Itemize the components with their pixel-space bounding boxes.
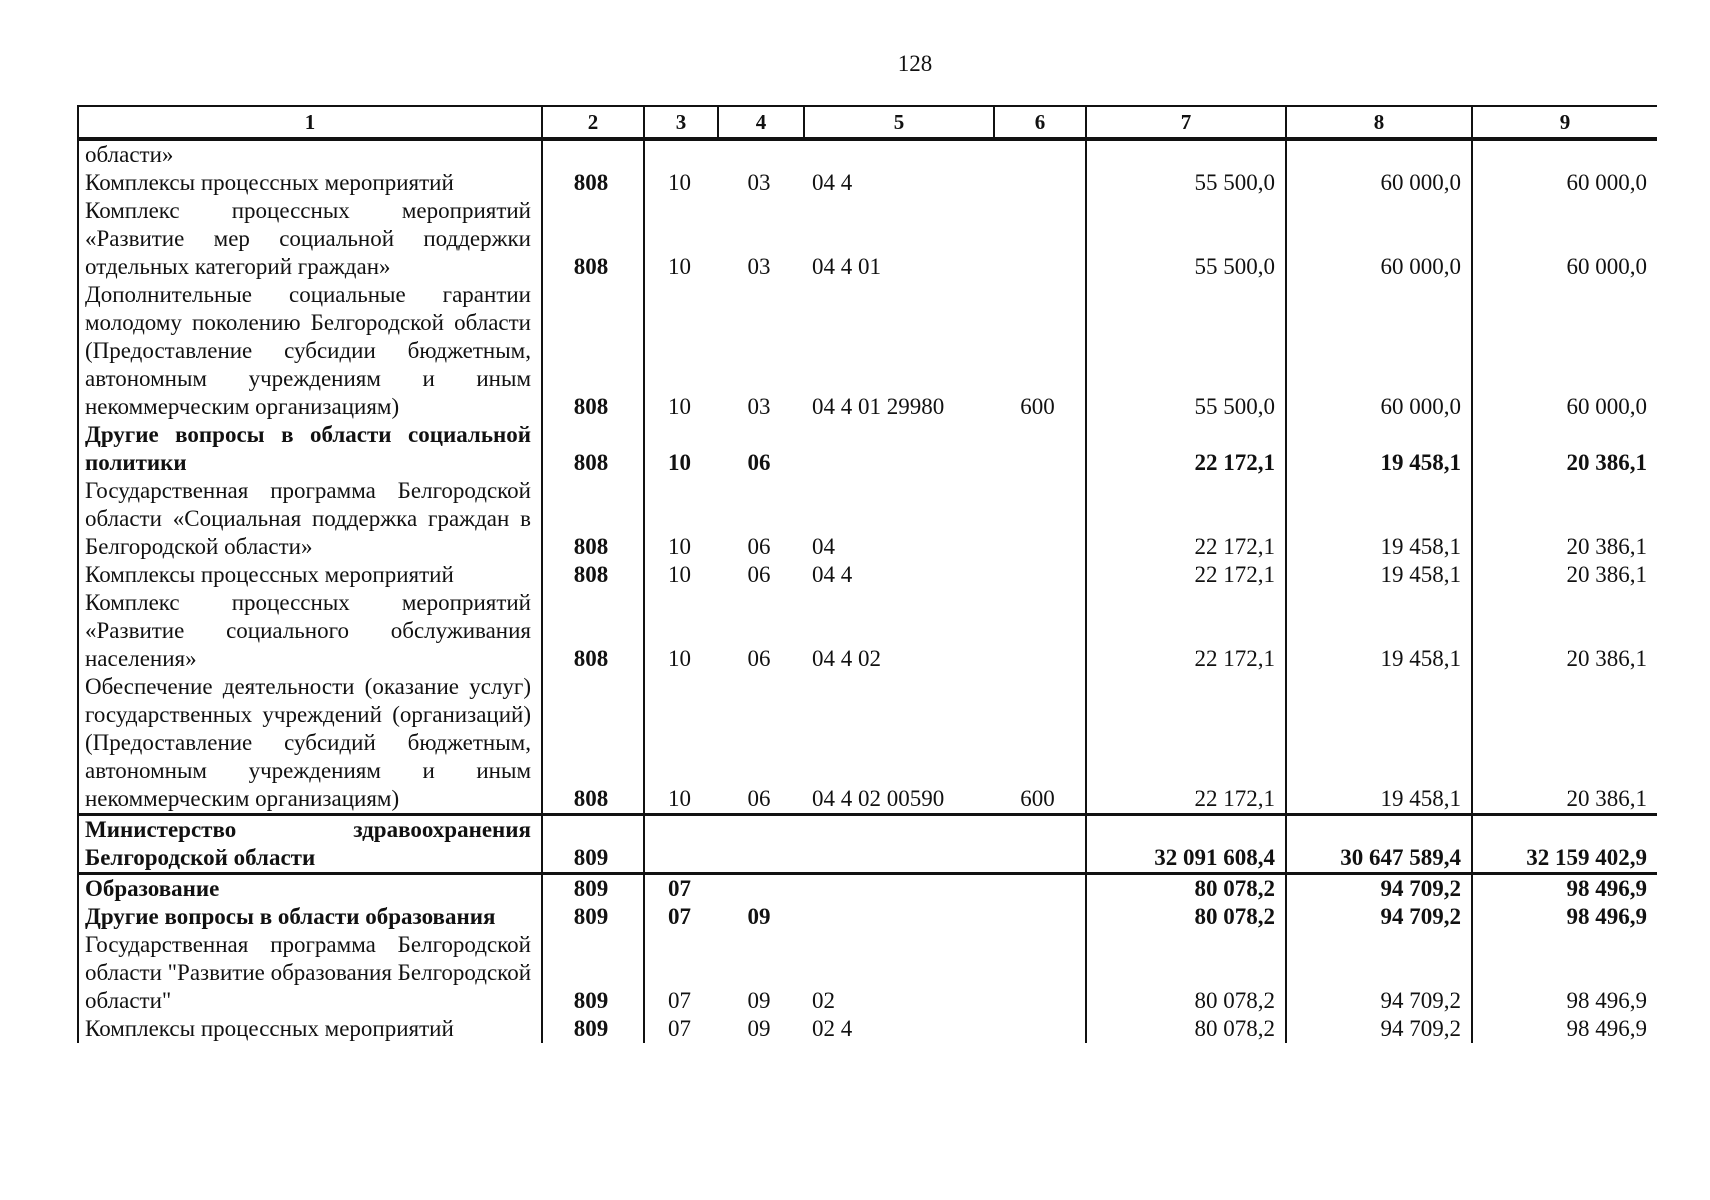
section-code-cell: 10 <box>668 450 691 475</box>
amount-col9-cell: 32 159 402,9 <box>1472 815 1657 874</box>
table-row <box>78 281 1657 421</box>
amount-col9-cell: 98 496,9 <box>1472 931 1657 1015</box>
subsection-code-cell: 03 <box>747 254 771 279</box>
budget-table-container <box>77 105 1657 1090</box>
row-name-cell: Другие вопросы в области социальной политики <box>78 421 542 477</box>
expense-type-cell <box>994 931 1086 1015</box>
column-header: 1 <box>78 106 542 139</box>
section-code-cell: 10 <box>668 170 691 195</box>
section-code-cell <box>644 815 718 874</box>
target-article-cell: 02 4 <box>812 1016 853 1041</box>
amount-col9-cell: 20 386,1 <box>1472 561 1657 589</box>
row-name-cell: Комплексы процессных мероприятий <box>78 169 542 197</box>
section-code-cell: 07 <box>668 876 691 901</box>
section-code-cell: 10 <box>668 646 691 671</box>
ministry-code-cell: 808 <box>542 281 644 421</box>
amount-col8-cell: 94 709,2 <box>1286 931 1472 1015</box>
page-number: 128 <box>897 51 933 76</box>
column-header: 9 <box>1472 106 1657 139</box>
amount-col7-cell <box>1086 139 1286 169</box>
section-code-cell: 10 <box>668 562 691 587</box>
subsection-code-cell: 06 <box>747 450 771 475</box>
amount-col7-cell: 55 500,0 <box>1086 197 1286 281</box>
row-name-cell: Комплексы процессных мероприятий <box>78 561 542 589</box>
row-name-cell: Обеспечение деятельности (оказание услуг) государственных учреждений (организаций) (Предоставление субсидий бюджетным, автономным учреждениям и иным некоммерческим организациям) <box>78 673 542 815</box>
row-name-cell: Государственная программа Белгородской области «Социальная поддержка граждан в Белгородской области» <box>78 477 542 561</box>
section-code-cell: 10 <box>668 394 691 419</box>
expense-type-cell <box>994 197 1086 281</box>
amount-col7-cell: 22 172,1 <box>1086 673 1286 815</box>
target-article-cell: 04 4 01 29980 <box>812 394 945 419</box>
table-row <box>78 874 1657 904</box>
table-row <box>78 673 1657 815</box>
row-name-cell: Другие вопросы в области образования <box>78 903 542 931</box>
subsection-code-cell: 03 <box>747 394 771 419</box>
expense-type-cell <box>994 815 1086 874</box>
subsection-code-cell: 06 <box>747 562 771 587</box>
table-row <box>78 169 1657 197</box>
column-header: 5 <box>804 106 994 139</box>
section-code-cell: 10 <box>668 534 691 559</box>
row-name-cell: области» <box>78 139 542 169</box>
amount-col8-cell: 60 000,0 <box>1286 169 1472 197</box>
amount-col9-cell: 60 000,0 <box>1472 281 1657 421</box>
amount-col8-cell: 94 709,2 <box>1286 874 1472 904</box>
section-code-cell: 10 <box>668 786 691 811</box>
ministry-code-cell <box>542 139 644 169</box>
amount-col7-cell: 55 500,0 <box>1086 281 1286 421</box>
row-name-cell: Государственная программа Белгородской области "Развитие образования Белгородской области" <box>78 931 542 1015</box>
section-code-cell <box>644 139 718 169</box>
amount-col7-cell: 80 078,2 <box>1086 903 1286 931</box>
column-header: 3 <box>644 106 718 139</box>
expense-type-cell: 600 <box>1020 394 1055 419</box>
target-article-cell <box>804 874 994 904</box>
row-name-cell: Комплексы процессных мероприятий <box>78 1015 542 1043</box>
column-header: 2 <box>542 106 644 139</box>
ministry-code-cell: 809 <box>542 1015 644 1043</box>
table-row <box>78 561 1657 589</box>
ministry-code-cell: 809 <box>542 874 644 904</box>
expense-type-cell <box>994 477 1086 561</box>
target-article-cell: 04 4 01 <box>812 254 881 279</box>
table-row <box>78 421 1657 477</box>
target-article-cell: 04 4 <box>812 170 853 195</box>
amount-col9-cell: 98 496,9 <box>1472 1015 1657 1043</box>
section-code-cell: 07 <box>668 1016 691 1041</box>
table-row <box>78 903 1657 931</box>
ministry-code-cell: 808 <box>542 589 644 673</box>
ministry-code-cell: 809 <box>542 815 644 874</box>
target-article-cell <box>804 139 994 169</box>
subsection-code-cell: 06 <box>747 534 771 559</box>
section-code-cell: 07 <box>668 988 691 1013</box>
subsection-code-cell <box>718 815 804 874</box>
amount-col8-cell: 19 458,1 <box>1286 589 1472 673</box>
amount-col7-cell: 80 078,2 <box>1086 1015 1286 1043</box>
expense-type-cell <box>994 421 1086 477</box>
amount-col9-cell: 98 496,9 <box>1472 903 1657 931</box>
subsection-code-cell: 09 <box>747 904 771 929</box>
target-article-cell: 04 <box>812 534 835 559</box>
ministry-code-cell: 809 <box>542 931 644 1015</box>
ministry-code-cell: 808 <box>542 197 644 281</box>
target-article-cell: 02 <box>812 988 835 1013</box>
ministry-code-cell: 808 <box>542 477 644 561</box>
row-name-cell: Комплекс процессных мероприятий «Развитие социального обслуживания населения» <box>78 589 542 673</box>
header-row <box>78 106 1657 139</box>
expense-type-cell <box>994 139 1086 169</box>
ministry-code-cell: 808 <box>542 421 644 477</box>
table-body <box>78 139 1657 1043</box>
amount-col7-cell: 32 091 608,4 <box>1086 815 1286 874</box>
amount-col7-cell: 22 172,1 <box>1086 421 1286 477</box>
amount-col7-cell: 22 172,1 <box>1086 561 1286 589</box>
target-article-cell: 04 4 02 00590 <box>812 786 945 811</box>
budget-table <box>77 105 1657 1043</box>
subsection-code-cell: 06 <box>747 646 771 671</box>
amount-col8-cell: 19 458,1 <box>1286 673 1472 815</box>
amount-col8-cell: 19 458,1 <box>1286 561 1472 589</box>
ministry-code-cell: 808 <box>542 561 644 589</box>
section-code-cell: 10 <box>668 254 691 279</box>
amount-col7-cell: 80 078,2 <box>1086 931 1286 1015</box>
amount-col8-cell: 94 709,2 <box>1286 903 1472 931</box>
subsection-code-cell <box>718 139 804 169</box>
row-name-cell: Дополнительные социальные гарантии молодому поколению Белгородской области (Предоставление субсидии бюджетным, автономным учреждениям и иным некоммерческим организациям) <box>78 281 542 421</box>
table-row <box>78 1015 1657 1043</box>
expense-type-cell <box>994 903 1086 931</box>
subsection-code-cell: 03 <box>747 170 771 195</box>
table-row <box>78 139 1657 169</box>
column-header: 8 <box>1286 106 1472 139</box>
row-name-cell: Министерство здравоохранения Белгородской области <box>78 815 542 874</box>
subsection-code-cell: 06 <box>747 786 771 811</box>
amount-col8-cell: 30 647 589,4 <box>1286 815 1472 874</box>
ministry-code-cell: 808 <box>542 169 644 197</box>
column-header: 6 <box>994 106 1086 139</box>
subsection-code-cell: 09 <box>747 1016 771 1041</box>
amount-col8-cell <box>1286 139 1472 169</box>
column-header: 7 <box>1086 106 1286 139</box>
section-code-cell: 07 <box>668 904 691 929</box>
amount-col9-cell: 20 386,1 <box>1472 421 1657 477</box>
expense-type-cell <box>994 589 1086 673</box>
table-row <box>78 931 1657 1015</box>
target-article-cell <box>804 815 994 874</box>
target-article-cell <box>804 903 994 931</box>
target-article-cell: 04 4 <box>812 562 853 587</box>
expense-type-cell <box>994 1015 1086 1043</box>
expense-type-cell: 600 <box>1020 786 1055 811</box>
amount-col8-cell: 60 000,0 <box>1286 197 1472 281</box>
amount-col8-cell: 19 458,1 <box>1286 477 1472 561</box>
amount-col9-cell: 20 386,1 <box>1472 673 1657 815</box>
expense-type-cell <box>994 169 1086 197</box>
row-name-cell: Комплекс процессных мероприятий «Развитие мер социальной поддержки отдельных категорий граждан» <box>78 197 542 281</box>
amount-col9-cell: 20 386,1 <box>1472 589 1657 673</box>
amount-col7-cell: 22 172,1 <box>1086 477 1286 561</box>
subsection-code-cell: 09 <box>747 988 771 1013</box>
ministry-code-cell: 808 <box>542 673 644 815</box>
amount-col8-cell: 60 000,0 <box>1286 281 1472 421</box>
amount-col9-cell <box>1472 139 1657 169</box>
column-header: 4 <box>718 106 804 139</box>
table-row <box>78 197 1657 281</box>
amount-col8-cell: 94 709,2 <box>1286 1015 1472 1043</box>
table-row <box>78 815 1657 874</box>
subsection-code-cell <box>718 874 804 904</box>
expense-type-cell <box>994 561 1086 589</box>
amount-col9-cell: 60 000,0 <box>1472 197 1657 281</box>
target-article-cell: 04 4 02 <box>812 646 881 671</box>
ministry-code-cell: 809 <box>542 903 644 931</box>
table-row <box>78 589 1657 673</box>
amount-col9-cell: 98 496,9 <box>1472 874 1657 904</box>
target-article-cell <box>804 421 994 477</box>
amount-col7-cell: 55 500,0 <box>1086 169 1286 197</box>
amount-col7-cell: 22 172,1 <box>1086 589 1286 673</box>
amount-col7-cell: 80 078,2 <box>1086 874 1286 904</box>
amount-col8-cell: 19 458,1 <box>1286 421 1472 477</box>
expense-type-cell <box>994 874 1086 904</box>
amount-col9-cell: 60 000,0 <box>1472 169 1657 197</box>
table-row <box>78 477 1657 561</box>
amount-col9-cell: 20 386,1 <box>1472 477 1657 561</box>
row-name-cell: Образование <box>78 874 542 904</box>
